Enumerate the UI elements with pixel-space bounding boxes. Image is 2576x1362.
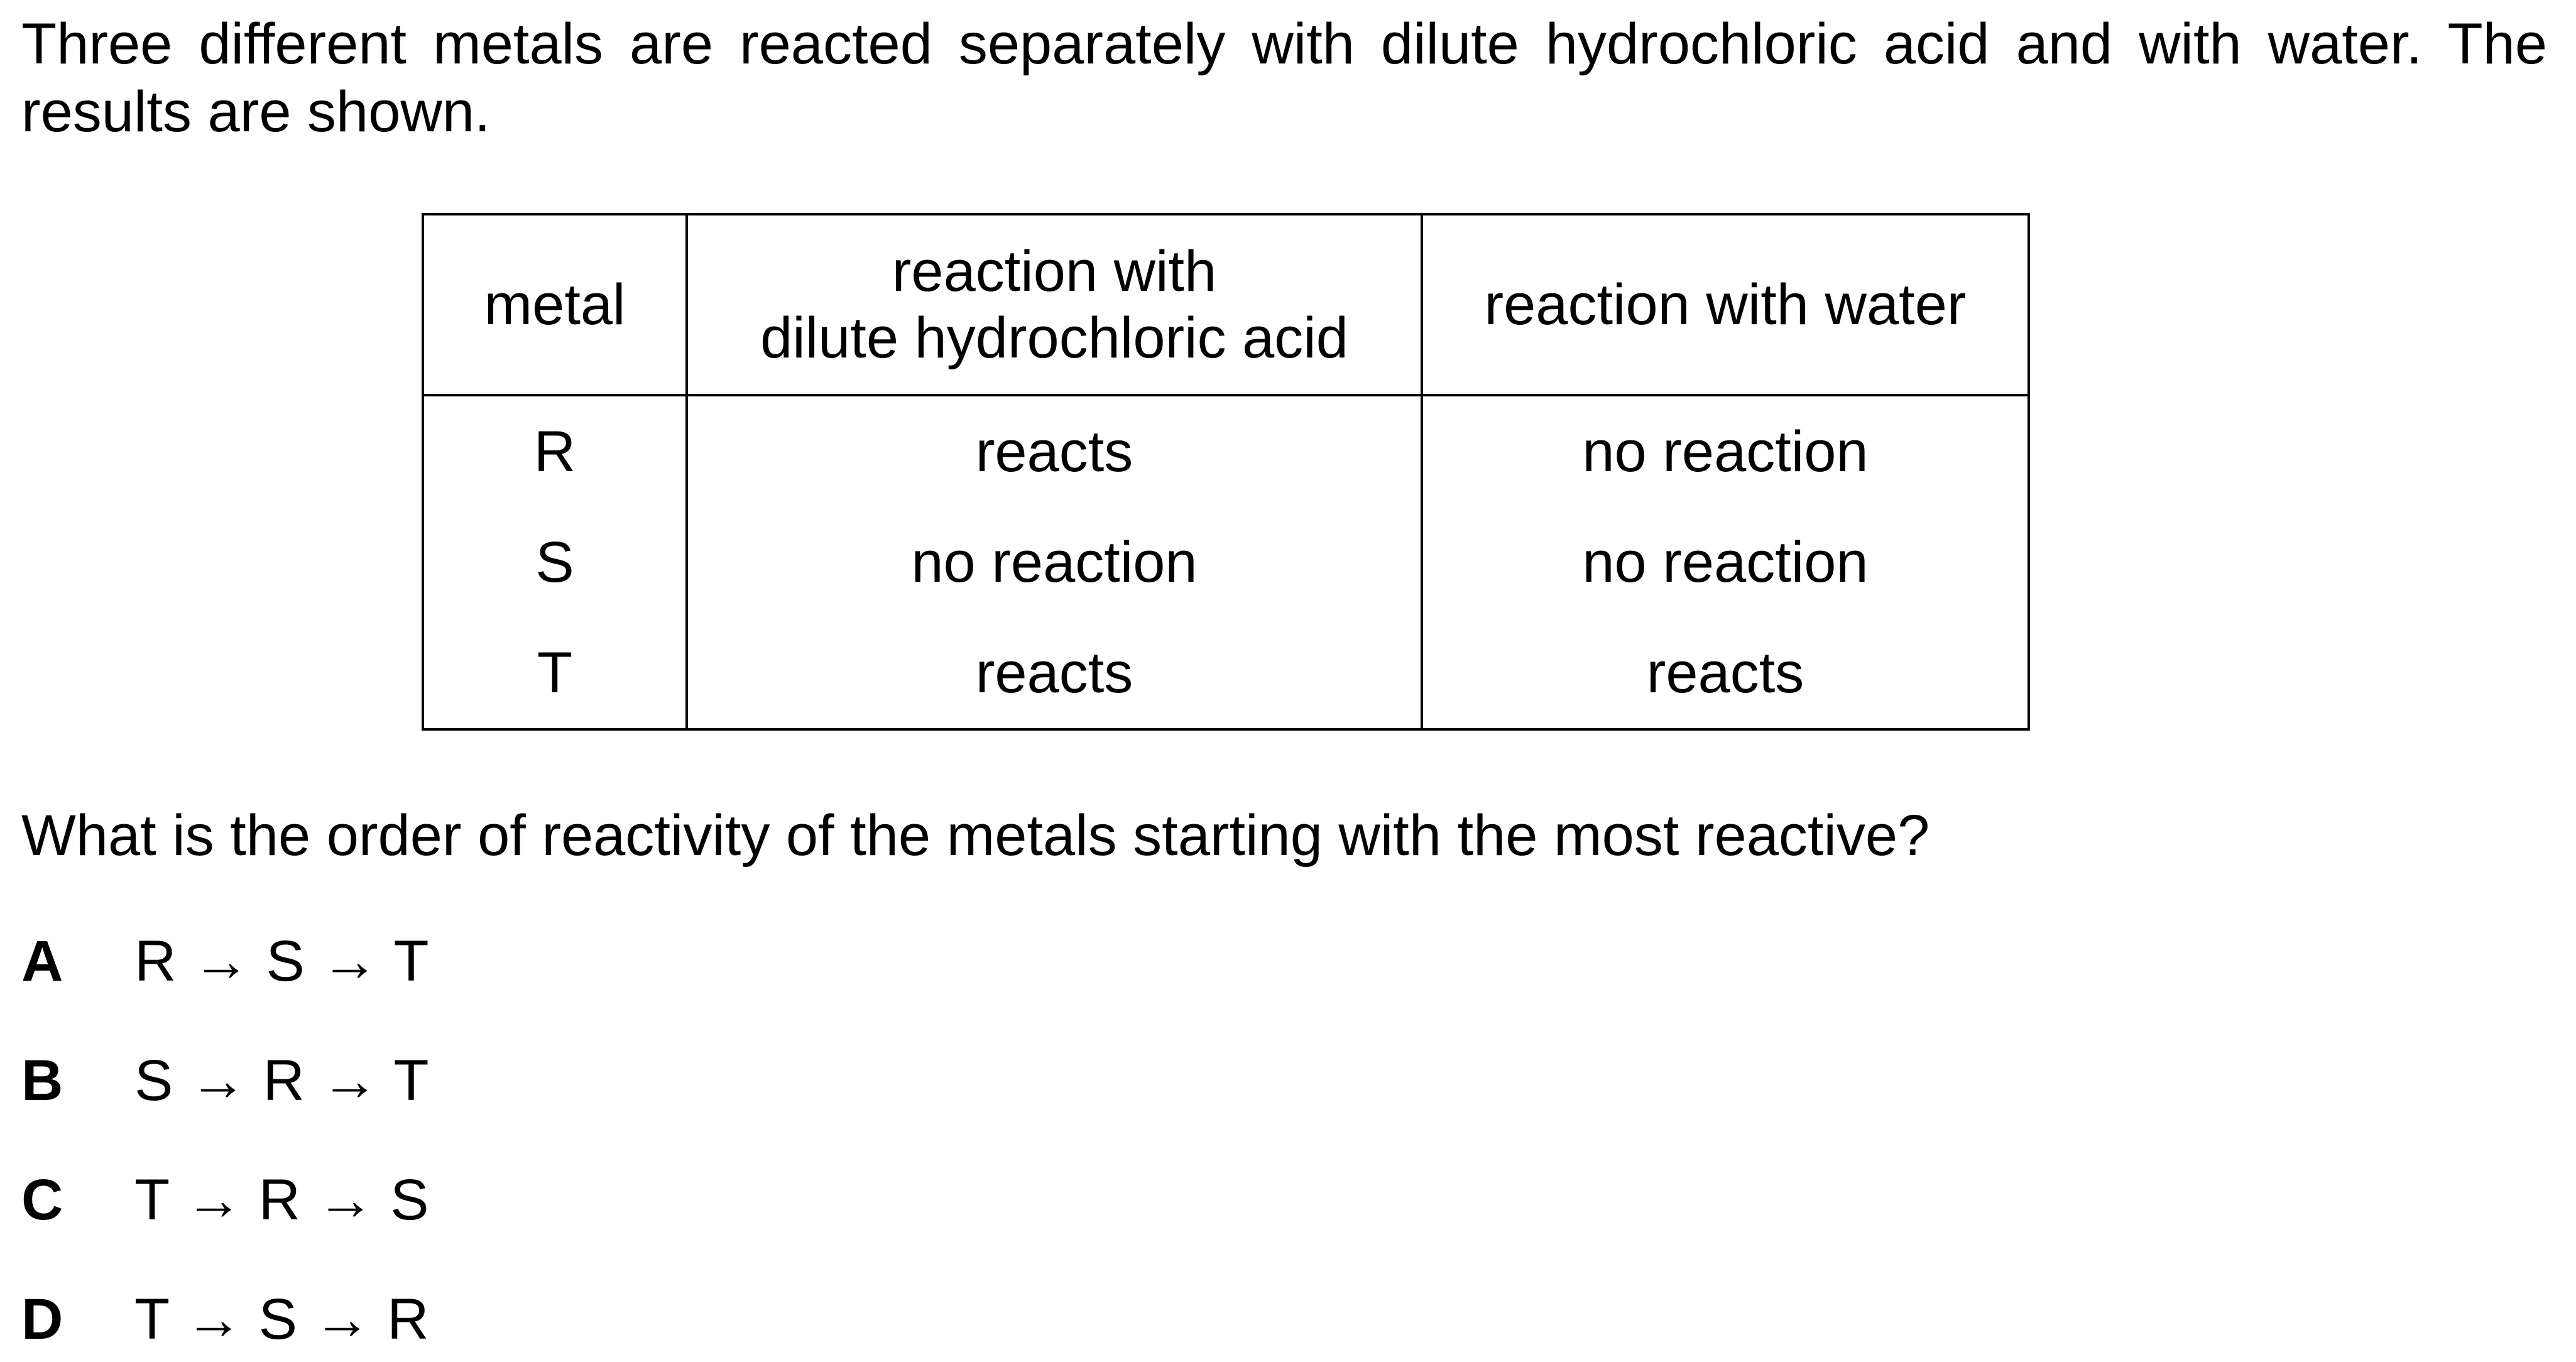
table-row [423, 618, 2029, 729]
cell-metal: T [423, 618, 687, 729]
option-b[interactable] [21, 1047, 429, 1114]
header-metal: metal [423, 214, 687, 395]
table-row [423, 507, 2029, 618]
option-letter: B [21, 1049, 63, 1113]
option-text: S → R → T [134, 1049, 429, 1113]
option-c[interactable] [21, 1166, 429, 1234]
header-acid-line-1: reaction with [892, 239, 1217, 303]
question-text: What is the order of reactivity of the metals starting with the most reactive? [21, 804, 1930, 868]
cell-metal: R [423, 395, 687, 507]
option-letter: A [21, 929, 63, 993]
option-a[interactable] [21, 927, 429, 995]
table-row [423, 395, 2029, 507]
option-d[interactable] [21, 1285, 429, 1353]
option-letter: C [21, 1168, 63, 1232]
table-header-row [423, 214, 2029, 395]
cell-water: no reaction [1422, 395, 2029, 507]
header-water-reaction: reaction with water [1422, 214, 2029, 395]
results-table [422, 213, 2030, 731]
cell-acid: reacts [687, 395, 1422, 507]
option-text: T → R → S [134, 1168, 429, 1232]
header-acid-reaction [687, 214, 1422, 395]
option-text: R → S → T [134, 929, 429, 993]
question-intro: Three different metals are reacted separately with dilute hydrochloric acid and with water. The results are shown. [21, 12, 2547, 144]
cell-water: no reaction [1422, 507, 2029, 618]
cell-acid: no reaction [687, 507, 1422, 618]
cell-acid: reacts [687, 618, 1422, 729]
header-acid-line-2: dilute hydrochloric acid [760, 306, 1348, 370]
cell-water: reacts [1422, 618, 2029, 729]
option-text: T → S → R [134, 1287, 429, 1351]
cell-metal: S [423, 507, 687, 618]
option-letter: D [21, 1287, 63, 1351]
